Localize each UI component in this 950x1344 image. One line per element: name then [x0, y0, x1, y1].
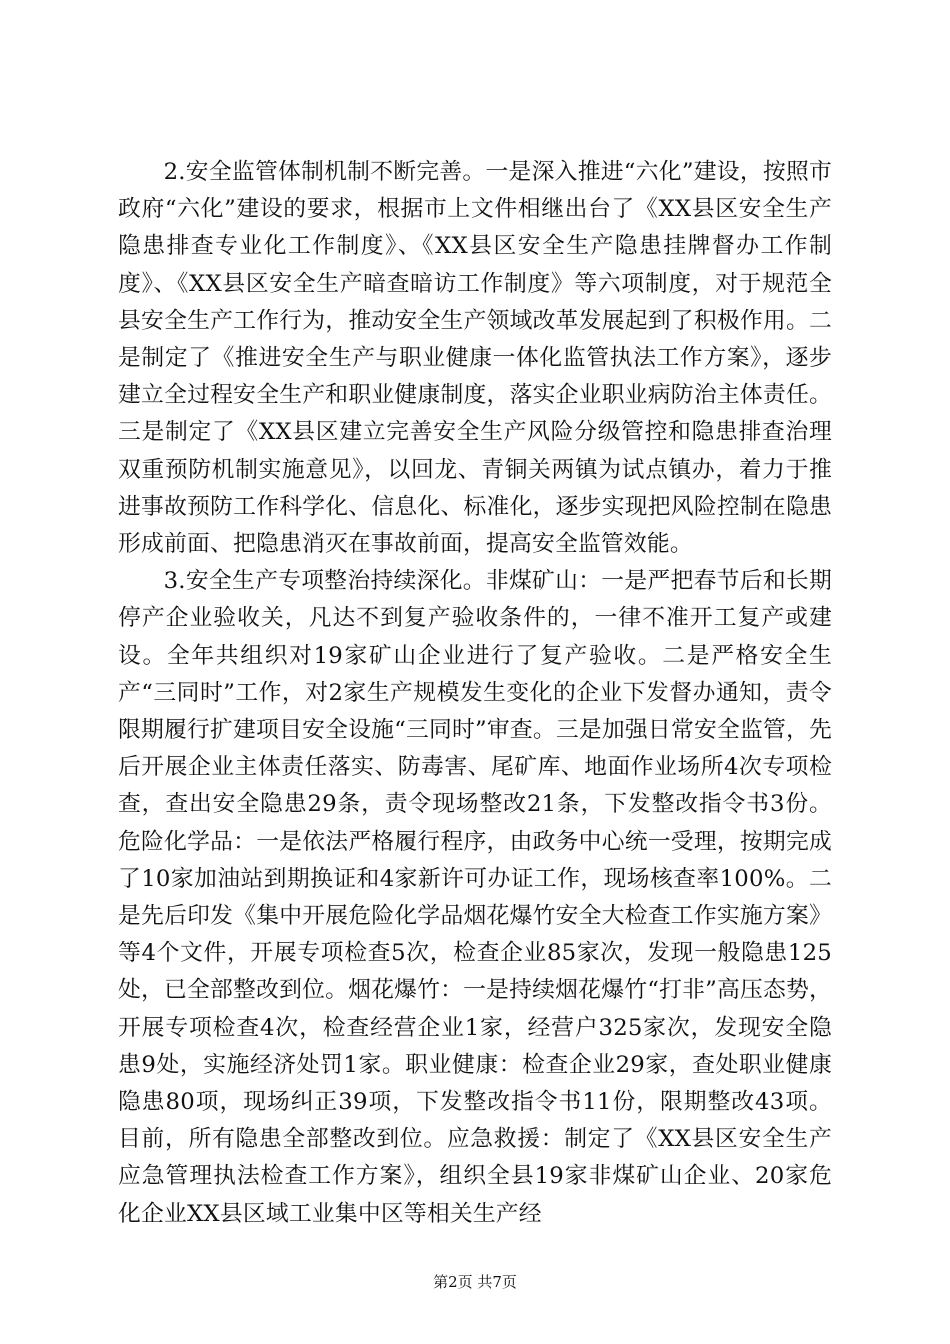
paragraph-special-rectification: 3.安全生产专项整治持续深化。非煤矿山：一是严把春节后和长期停产企业验收关，凡达不到复产验收条件的，一律不准开工复产或建设。全年共组织对19家矿山企业进行了复产验收。二是严格安全生产“三同时”工作，对2家生产规模发生变化的企业下发督办通知，责令限期履行扩建项目安全设施“三同时”审查。三是加强日常安全监管，先后开展企业主体责任落实、防毒害、尾矿库、地面作业场所4次专项检查，查出安全隐患29条，责令现场整改21条，下发整改指令书3份。危险化学品：一是依法严格履行程序，由政务中心统一受理，按期完成了10家加油站到期换证和4家新许可办证工作，现场核查率100%。二是先后印发《集中开展危险化学品烟花爆竹安全大检查工作实施方案》等4个文件，开展专项检查5次，检查企业85家次，发现一般隐患125处，已全部整改到位。烟花爆竹：一是持续烟花爆竹“打非”高压态势，开展专项检查4次，检查经营企业1家，经营户325家次，发现安全隐患9处，实施经济处罚1家。职业健康：检查企业29家，查处职业健康隐患80项，现场纠正39项，下发整改指令书11份，限期整改43项。目前，所有隐患全部整改到位。应急救援：制定了《XX县区安全生产应急管理执法检查工作方案》，组织全县19家非煤矿山企业、20家危化企业XX县区域工业集中区等相关生产经: [118, 568, 832, 1227]
document-body: [118, 154, 832, 1233]
paragraph-safety-supervision-system: 2.安全监管体制机制不断完善。一是深入推进“六化”建设，按照市政府“六化”建设的要求，根据市上文件相继出台了《XX县区安全生产隐患排查专业化工作制度》、《XX县区安全生产隐患挂牌督办工作制度》、《XX县区安全生产暗查暗访工作制度》等六项制度，对于规范全县安全生产工作行为，推动安全生产领域改革发展起到了积极作用。二是制定了《推进安全生产与职业健康一体化监管执法工作方案》，逐步建立全过程安全生产和职业健康制度，落实企业职业病防治主体责任。三是制定了《XX县区建立完善安全生产风险分级管控和隐患排查治理双重预防机制实施意见》，以回龙、青铜关两镇为试点镇办，着力于推进事故预防工作科学化、信息化、标准化，逐步实现把风险控制在隐患形成前面、把隐患消灭在事故前面，提高安全监管效能。: [118, 159, 832, 558]
page-number-indicator: 第2页 共7页: [433, 1273, 517, 1291]
page-footer: [0, 1272, 950, 1292]
